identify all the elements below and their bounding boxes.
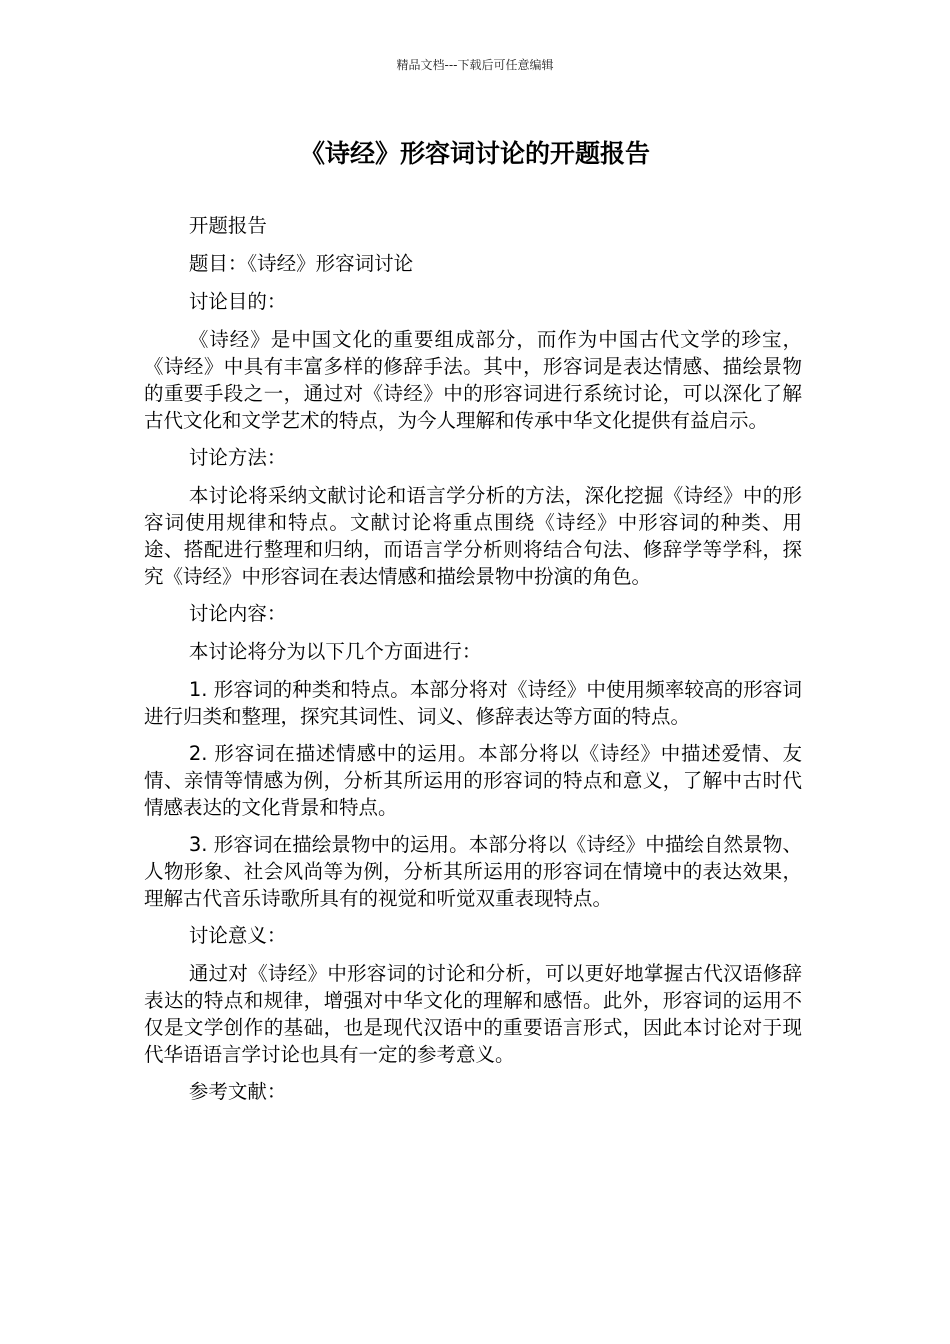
paragraph-report-label: 开题报告: [188, 214, 267, 237]
paragraph-content-item-3: 3. 形容词在描绘景物中的运用。本部分将以《诗经》中描绘自然景物、人物形象、社会风尚等为例，分析其所运用的形容词在情境中的表达效果，理解古代音乐诗歌所具有的视觉和听觉双重表现特点。: [144, 833, 802, 910]
paragraph-content-item-1: 1. 形容词的种类和特点。本部分将对《诗经》中使用频率较高的形容词进行归类和整理，探究其词性、词义、修辞表达等方面的特点。: [144, 678, 802, 728]
heading-references: 参考文献：: [188, 1080, 287, 1103]
heading-content: 讨论内容：: [188, 602, 287, 625]
heading-method: 讨论方法：: [188, 446, 287, 469]
heading-significance: 讨论意义：: [188, 924, 287, 947]
header-note: 精品文档---下载后可任意编辑: [396, 58, 554, 72]
paragraph-purpose: 《诗经》是中国文化的重要组成部分，而作为中国古代文学的珍宝，《诗经》中具有丰富多样的修辞手法。其中，形容词是表达情感、描绘景物的重要手段之一，通过对《诗经》中的形容词进行系统讨论，可以深化了解古代文化和文学艺术的特点，为今人理解和传承中华文化提供有益启示。: [144, 328, 802, 432]
paragraph-significance: 通过对《诗经》中形容词的讨论和分析，可以更好地掌握古代汉语修辞表达的特点和规律，增强对中华文化的理解和感悟。此外，形容词的运用不仅是文学创作的基础，也是现代汉语中的重要语言形式，因此本讨论对于现代华语语言学讨论也具有一定的参考意义。: [144, 962, 802, 1066]
paragraph-content-intro: 本讨论将分为以下几个方面进行：: [188, 640, 482, 663]
document-title: 《诗经》形容词讨论的开题报告: [299, 139, 650, 168]
paragraph-topic: 题目：《诗经》形容词讨论: [188, 252, 414, 275]
document-body: [144, 212, 802, 1116]
paragraph-method: 本讨论将采纳文献讨论和语言学分析的方法，深化挖掘《诗经》中的形容词使用规律和特点。文献讨论将重点围绕《诗经》中形容词的种类、用途、搭配进行整理和归纳，而语言学分析则将结合句法、修辞学等学科，探究《诗经》中形容词在表达情感和描绘景物中扮演的角色。: [144, 484, 802, 588]
paragraph-content-item-2: 2. 形容词在描述情感中的运用。本部分将以《诗经》中描述爱情、友情、亲情等情感为例，分析其所运用的形容词的特点和意义，了解中古时代情感表达的文化背景和特点。: [144, 742, 802, 819]
heading-purpose: 讨论目的：: [188, 290, 287, 313]
